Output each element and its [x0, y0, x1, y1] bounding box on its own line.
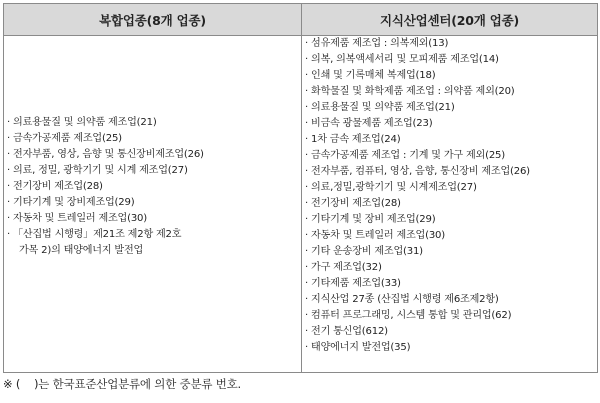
- knowledge-industry-item: · 전자부품, 컴퓨터, 영상, 음향, 통신장비 제조업(26): [305, 166, 530, 177]
- knowledge-industry-item: · 컴퓨터 프로그래밍, 시스템 통합 및 관리업(62): [305, 310, 512, 321]
- knowledge-industry-item: · 금속가공제품 제조업 : 기계 및 가구 제외(25): [305, 150, 505, 161]
- knowledge-industry-item: · 의복, 의복액세서리 및 모피제품 제조업(14): [305, 54, 499, 65]
- complex-industry-item: · 의료, 정밀, 광학기기 및 시계 제조업(27): [7, 165, 188, 176]
- complex-industry-item: · 기타기계 및 장비제조업(29): [7, 197, 135, 208]
- knowledge-industry-item: · 자동차 및 트레일러 제조업(30): [305, 230, 446, 241]
- complex-industries-cell: [4, 36, 302, 373]
- knowledge-industry-item: · 섬유제품 제조업 : 의복제외(13): [305, 38, 449, 49]
- header-knowledge-industry-center: 지식산업센터(20개 업종): [302, 4, 598, 36]
- complex-industries-list: [7, 115, 298, 259]
- knowledge-industry-item: · 전기장비 제조업(28): [305, 198, 401, 209]
- header-complex-industries: 복합업종(8개 업종): [4, 4, 302, 36]
- knowledge-industry-item: · 전기 통신업(612): [305, 326, 388, 337]
- comparison-table: [3, 3, 598, 373]
- knowledge-industry-item: · 가구 제조업(32): [305, 262, 382, 273]
- knowledge-industry-item: · 의료용물질 및 의약품 제조업(21): [305, 102, 455, 113]
- knowledge-industry-item: · 1차 금속 제조업(24): [305, 134, 401, 145]
- header-row: [4, 4, 598, 36]
- knowledge-industry-item: · 인쇄 및 기록매체 복제업(18): [305, 70, 436, 81]
- footnote: ※ ( )는 한국표준산업분류에 의한 중분류 번호.: [3, 377, 242, 391]
- complex-industry-item: · 금속가공제품 제조업(25): [7, 133, 122, 144]
- knowledge-industry-list: [305, 36, 594, 356]
- knowledge-industry-item: · 의료,정밀,광학기기 및 시계제조업(27): [305, 182, 477, 193]
- knowledge-industry-cell: [302, 36, 598, 373]
- complex-industry-item: 가목 2)의 태양에너지 발전업: [19, 245, 144, 256]
- complex-industry-item: · 의료용물질 및 의약품 제조업(21): [7, 117, 157, 128]
- complex-industry-item: · 「산집법 시행령」제21조 제2항 제2호: [7, 229, 182, 240]
- knowledge-industry-item: · 화학물질 및 화학제품 제조업 : 의약품 제외(20): [305, 86, 515, 97]
- knowledge-industry-item: · 지식산업 27종 (산집법 시행령 제6조제2항): [305, 294, 499, 305]
- complex-industry-item: · 자동차 및 트레일러 제조업(30): [7, 213, 148, 224]
- body-row: [4, 36, 598, 373]
- knowledge-industry-item: · 기타제품 제조업(33): [305, 278, 401, 289]
- knowledge-industry-item: · 기타 운송장비 제조업(31): [305, 246, 423, 257]
- knowledge-industry-item: · 기타기계 및 장비 제조업(29): [305, 214, 436, 225]
- knowledge-industry-item: · 태양에너지 발전업(35): [305, 342, 411, 353]
- knowledge-industry-item: · 비금속 광물제품 제조업(23): [305, 118, 433, 129]
- complex-industry-item: · 전자부품, 영상, 음향 및 통신장비제조업(26): [7, 149, 204, 160]
- complex-industry-item: · 전기장비 제조업(28): [7, 181, 103, 192]
